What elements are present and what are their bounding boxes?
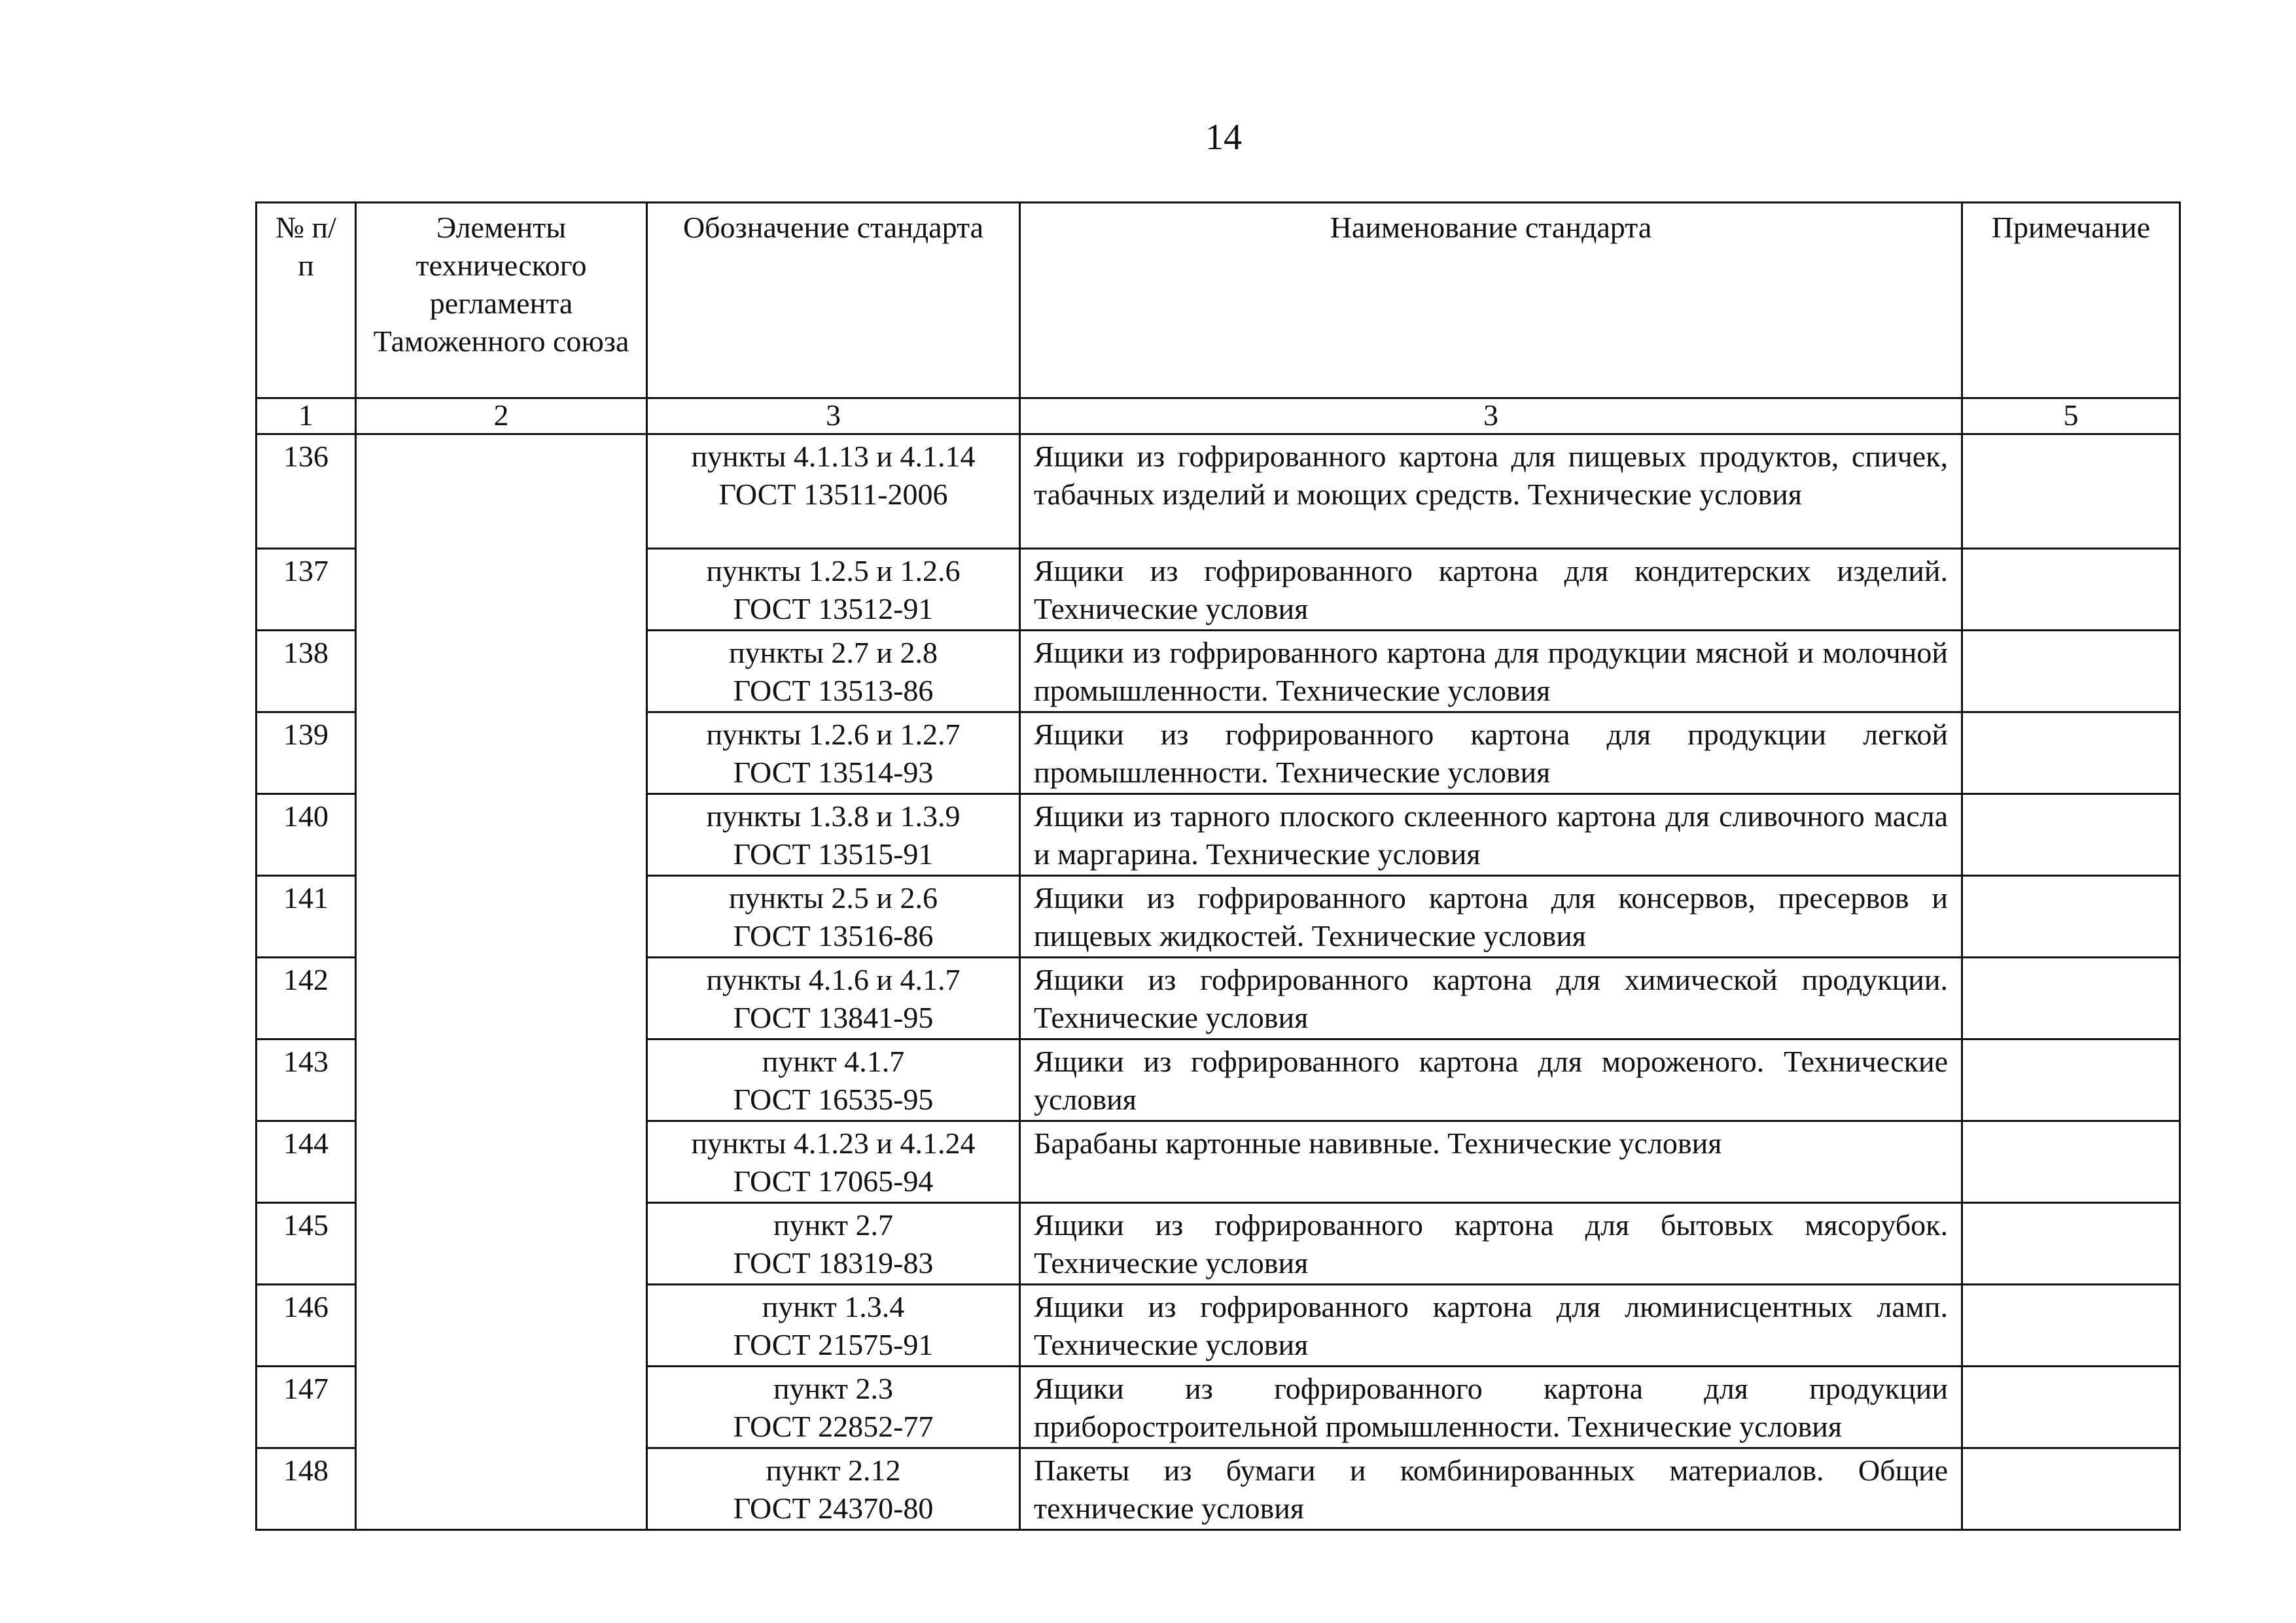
table-header-row bbox=[256, 203, 2180, 398]
designation-gost: ГОСТ 24370-80 bbox=[733, 1492, 934, 1525]
row-number: 136 bbox=[256, 434, 356, 549]
designation-gost: ГОСТ 13515-91 bbox=[733, 837, 934, 871]
note-cell bbox=[1962, 549, 2180, 631]
standards-table bbox=[255, 201, 2181, 1531]
standard-name: Ящики из гофрированного картона для кондитерских изделий. Технические условия bbox=[1020, 549, 1962, 631]
designation-cell bbox=[647, 1367, 1020, 1448]
header-num: № п/п bbox=[256, 203, 356, 398]
standard-name: Барабаны картонные навивные. Технические условия bbox=[1020, 1121, 1962, 1203]
standard-name: Ящики из гофрированного картона для продукции мясной и молочной промышленности. Технические условия bbox=[1020, 631, 1962, 712]
designation-cell bbox=[647, 549, 1020, 631]
designation-points: пункт 2.3 bbox=[773, 1372, 894, 1405]
designation-points: пункты 1.3.8 и 1.3.9 bbox=[706, 799, 961, 833]
designation-cell bbox=[647, 1285, 1020, 1367]
standard-name: Ящики из гофрированного картона для консервов, пресервов и пищевых жидкостей. Технические условия bbox=[1020, 876, 1962, 958]
designation-gost: ГОСТ 13516-86 bbox=[733, 919, 934, 952]
designation-gost: ГОСТ 13841-95 bbox=[733, 1001, 934, 1034]
note-cell bbox=[1962, 958, 2180, 1039]
designation-points: пункт 1.3.4 bbox=[762, 1290, 905, 1323]
row-number: 144 bbox=[256, 1121, 356, 1203]
note-cell bbox=[1962, 1203, 2180, 1285]
note-cell bbox=[1962, 1039, 2180, 1121]
designation-cell bbox=[647, 434, 1020, 549]
column-number: 5 bbox=[1962, 398, 2180, 434]
designation-gost: ГОСТ 21575-91 bbox=[733, 1328, 934, 1361]
designation-cell bbox=[647, 1448, 1020, 1530]
designation-cell bbox=[647, 958, 1020, 1039]
designation-points: пункты 2.5 и 2.6 bbox=[728, 881, 938, 915]
standard-name: Пакеты из бумаги и комбинированных материалов. Общие технические условия bbox=[1020, 1448, 1962, 1530]
designation-cell bbox=[647, 794, 1020, 876]
designation-gost: ГОСТ 13512-91 bbox=[733, 592, 934, 625]
row-number: 141 bbox=[256, 876, 356, 958]
designation-cell bbox=[647, 876, 1020, 958]
designation-points: пункты 4.1.6 и 4.1.7 bbox=[706, 963, 961, 996]
designation-cell bbox=[647, 631, 1020, 712]
designation-points: пункты 1.2.5 и 1.2.6 bbox=[706, 554, 961, 587]
designation-cell bbox=[647, 1121, 1020, 1203]
standard-name: Ящики из гофрированного картона для продукции легкой промышленности. Технические условия bbox=[1020, 712, 1962, 794]
standard-name: Ящики из гофрированного картона для продукции приборостроительной промышленности. Технические условия bbox=[1020, 1367, 1962, 1448]
note-cell bbox=[1962, 1367, 2180, 1448]
row-number: 143 bbox=[256, 1039, 356, 1121]
header-name: Наименование стандарта bbox=[1020, 203, 1962, 398]
note-cell bbox=[1962, 631, 2180, 712]
designation-gost: ГОСТ 18319-83 bbox=[733, 1246, 934, 1280]
row-number: 138 bbox=[256, 631, 356, 712]
row-number: 147 bbox=[256, 1367, 356, 1448]
designation-gost: ГОСТ 22852-77 bbox=[733, 1410, 934, 1443]
page-number: 14 bbox=[1205, 117, 1242, 158]
designation-gost: ГОСТ 13513-86 bbox=[733, 674, 934, 707]
row-number: 140 bbox=[256, 794, 356, 876]
designation-points: пункты 2.7 и 2.8 bbox=[728, 636, 938, 669]
designation-gost: ГОСТ 17065-94 bbox=[733, 1164, 934, 1198]
header-element: Элементы технического регламента Таможенного союза bbox=[356, 203, 647, 398]
standard-name: Ящики из гофрированного картона для пищевых продуктов, спичек, табачных изделий и моющих средств. Технические условия bbox=[1020, 434, 1962, 549]
note-cell bbox=[1962, 434, 2180, 549]
designation-cell bbox=[647, 712, 1020, 794]
designation-points: пункты 1.2.6 и 1.2.7 bbox=[706, 718, 961, 751]
designation-gost: ГОСТ 13514-93 bbox=[733, 756, 934, 789]
row-number: 139 bbox=[256, 712, 356, 794]
standard-name: Ящики из гофрированного картона для люминисцентных ламп. Технические условия bbox=[1020, 1285, 1962, 1367]
header-designation: Обозначение стандарта bbox=[647, 203, 1020, 398]
designation-gost: ГОСТ 13511-2006 bbox=[718, 478, 948, 511]
standard-name: Ящики из гофрированного картона для мороженого. Технические условия bbox=[1020, 1039, 1962, 1121]
designation-points: пункт 4.1.7 bbox=[762, 1045, 905, 1078]
column-number: 3 bbox=[1020, 398, 1962, 434]
table-row bbox=[256, 434, 2180, 549]
standard-name: Ящики из тарного плоского склеенного картона для сливочного масла и маргарина. Технические условия bbox=[1020, 794, 1962, 876]
note-cell bbox=[1962, 794, 2180, 876]
designation-gost: ГОСТ 16535-95 bbox=[733, 1083, 934, 1116]
designation-points: пункт 2.7 bbox=[773, 1208, 894, 1242]
row-number: 146 bbox=[256, 1285, 356, 1367]
row-number: 137 bbox=[256, 549, 356, 631]
row-number: 148 bbox=[256, 1448, 356, 1530]
column-number: 3 bbox=[647, 398, 1020, 434]
standard-name: Ящики из гофрированного картона для бытовых мясорубок. Технические условия bbox=[1020, 1203, 1962, 1285]
designation-points: пункт 2.12 bbox=[766, 1454, 901, 1487]
element-cell-merged bbox=[356, 434, 647, 1530]
column-number: 2 bbox=[356, 398, 647, 434]
row-number: 145 bbox=[256, 1203, 356, 1285]
header-note: Примечание bbox=[1962, 203, 2180, 398]
column-numbers-row bbox=[256, 398, 2180, 434]
designation-cell bbox=[647, 1039, 1020, 1121]
row-number: 142 bbox=[256, 958, 356, 1039]
designation-cell bbox=[647, 1203, 1020, 1285]
note-cell bbox=[1962, 712, 2180, 794]
standard-name: Ящики из гофрированного картона для химической продукции. Технические условия bbox=[1020, 958, 1962, 1039]
note-cell bbox=[1962, 1448, 2180, 1530]
designation-points: пункты 4.1.13 и 4.1.14 bbox=[691, 440, 976, 473]
note-cell bbox=[1962, 876, 2180, 958]
designation-points: пункты 4.1.23 и 4.1.24 bbox=[691, 1126, 976, 1160]
column-number: 1 bbox=[256, 398, 356, 434]
note-cell bbox=[1962, 1285, 2180, 1367]
note-cell bbox=[1962, 1121, 2180, 1203]
